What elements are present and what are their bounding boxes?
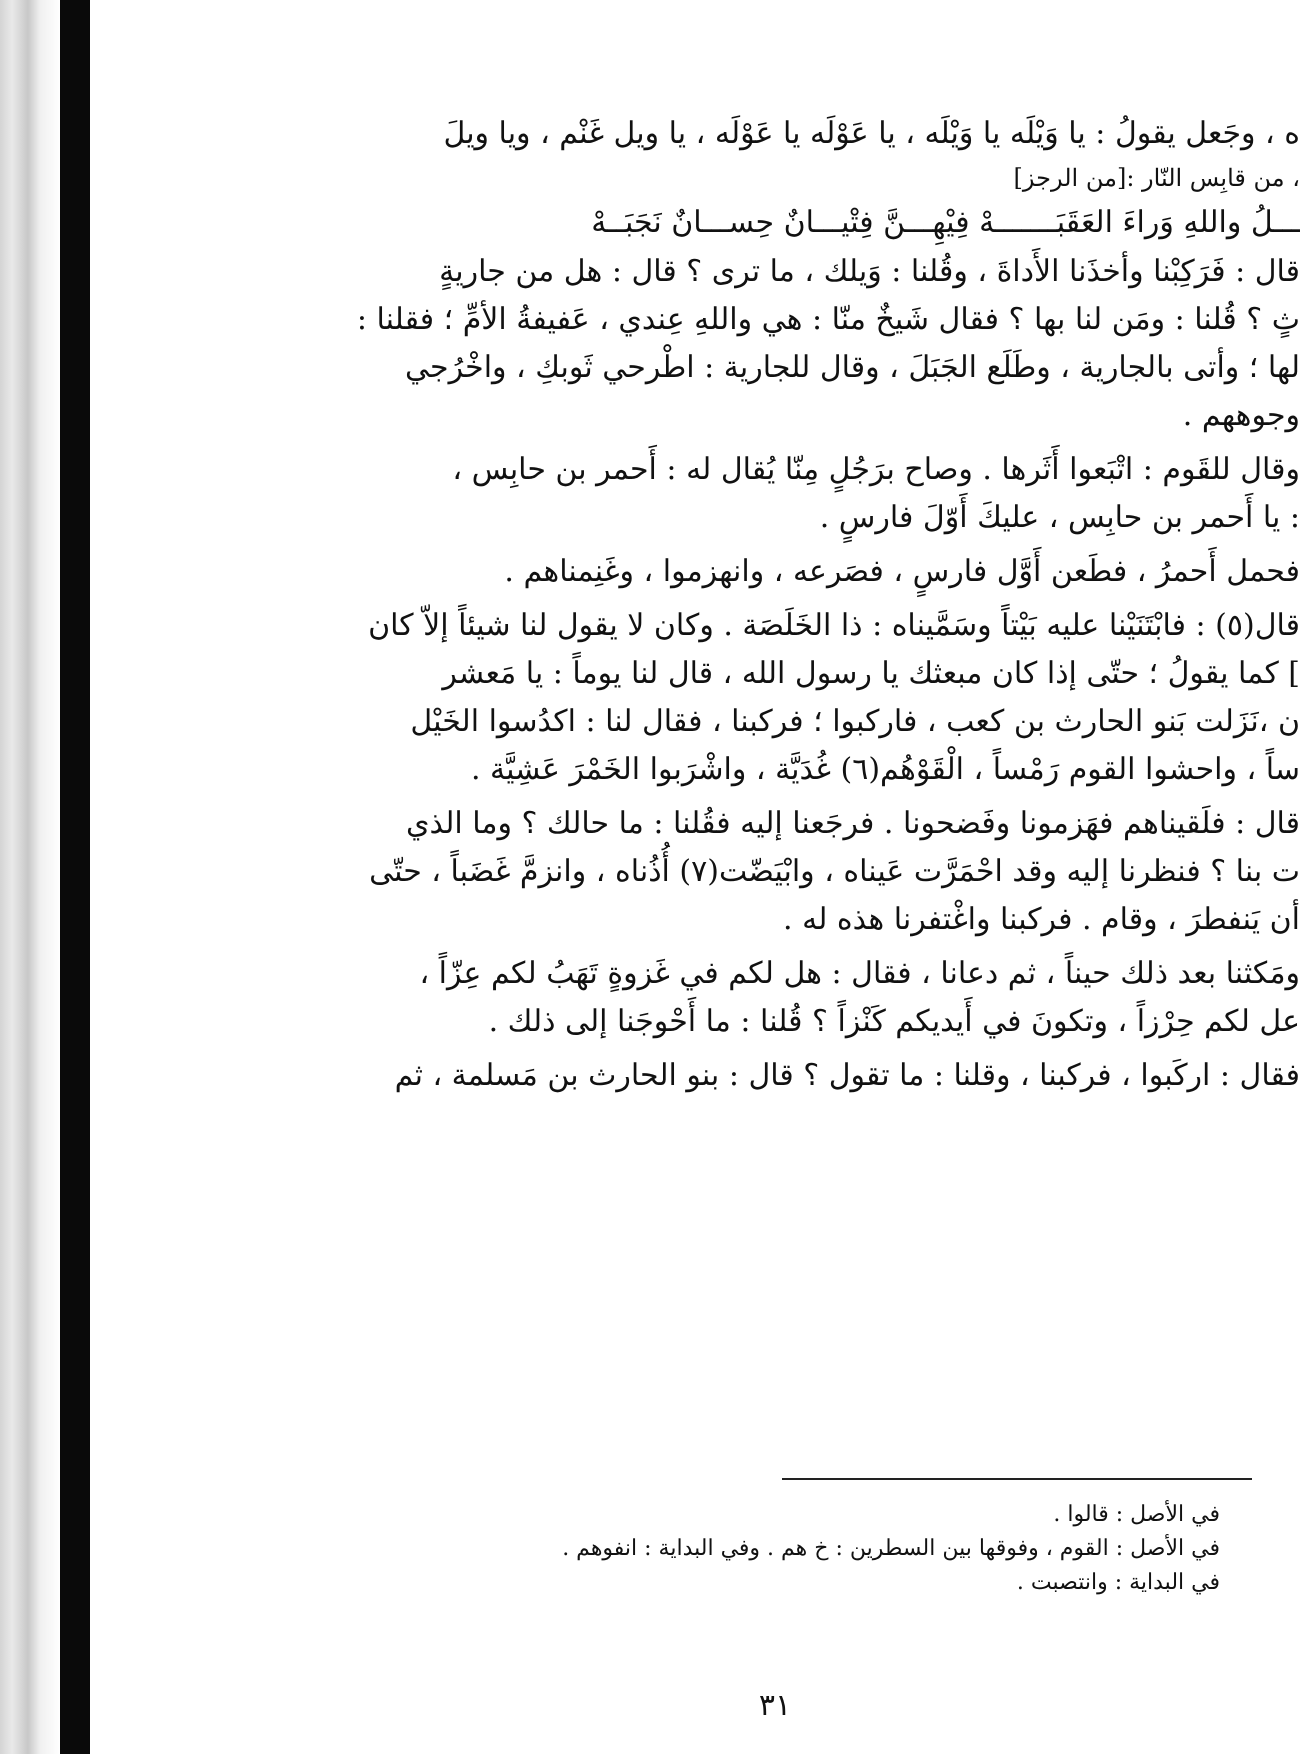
text-line: عل لكم حِرْزاً ، وتكونَ في أَيديكم كَنْزاً ؟ قُلنا : ما أَحْوجَنا إلى ذلك . xyxy=(488,1004,1300,1039)
text-line: أن يَنفطرَ ، وقام . فركبنا واغْتفرنا هذه له . xyxy=(783,902,1300,937)
text-line: ساً ، واحشوا القوم رَمْساً ، الْقَوْهُم(٦) غُدَيَّة ، واشْرَبوا الخَمْرَ عَشِيَّة . xyxy=(470,752,1300,787)
text-line: قال : فَرَكِبْنا وأخذَنا الأَداةَ ، وقُلنا : وَيلك ، ما ترى ؟ قال : هل من جاريةٍ xyxy=(439,254,1300,289)
text-line: : يا أَحمر بن حابِس ، عليكَ أَوّلَ فارسٍ . xyxy=(819,500,1300,535)
verse-line: ـــلُ واللهِ وَراءَ العَقَبَـــــــهْ فِيْهِـــنَّ فِتْيـــانٌ حِســـانٌ نَجَبَــهْ xyxy=(591,205,1300,240)
text-line: وجوههم . xyxy=(1182,398,1300,433)
text-line: ثٍ ؟ قُلنا : ومَن لنا بها ؟ فقال شَيخٌ منّا : هي واللهِ عِندي ، عَفيفةُ الأمِّ ؛ فقلنا : xyxy=(356,302,1300,337)
footnote: في البداية : وانتصبت . xyxy=(1016,1570,1220,1595)
text-line: قال : فلَقيناهم فهَزمونا وفَضحونا . فرجَعنا إليه فقُلنا : ما حالك ؟ وما الذي xyxy=(406,806,1300,841)
page xyxy=(100,0,1300,1754)
text-line: وقال للقَوم : اتْبَعوا أَثَرها . وصاح برَجُلٍ مِنّا يُقال له : أَحمر بن حابِس ، xyxy=(452,452,1300,487)
text-line: ] كما يقولُ ؛ حتّى إذا كان مبعثك يا رسول الله ، قال لنا يوماً : يا مَعشر xyxy=(442,656,1300,691)
binding-shadow xyxy=(60,0,90,1754)
text-line: قال(٥) : فابْتَنَيْنا عليه بَيْتاً وسَمَّيناه : ذا الخَلَصَة . وكان لا يقول لنا شيئاً إلاّ كان xyxy=(368,608,1300,643)
text-line: ، من قابِس النّار :[من الرجز] xyxy=(1013,164,1300,192)
main-text xyxy=(200,110,1300,1100)
scan-edge xyxy=(0,0,60,1754)
page-number: ٣١ xyxy=(758,1688,792,1723)
footnotes xyxy=(320,1498,1220,1600)
text-line: فقال : اركَبوا ، فركبنا ، وقلنا : ما تقول ؟ قال : بنو الحارث بن مَسلمة ، ثم xyxy=(394,1058,1300,1093)
footnote-divider xyxy=(782,1478,1252,1480)
text-line: ومَكثنا بعد ذلك حيناً ، ثم دعانا ، فقال : هل لكم في غَزوةٍ تَهَبُ لكم عِزّاً ، xyxy=(419,956,1300,991)
text-line: ه ، وجَعل يقولُ : يا وَيْلَه يا وَيْلَه ، يا عَوْلَه يا عَوْلَه ، يا ويل غَنْم ، ويا ويلَ xyxy=(443,116,1300,151)
footnote: في الأصل : قالوا . xyxy=(1053,1502,1220,1527)
footnote: في الأصل : القوم ، وفوقها بين السطرين : خ هم . وفي البداية : انفوهم . xyxy=(562,1536,1220,1561)
text-line: فحمل أَحمرُ ، فطَعن أَوَّل فارسٍ ، فصَرعه ، وانهزموا ، وغَنِمناهم . xyxy=(504,554,1300,589)
text-line: ن ،نَزَلت بَنو الحارث بن كعب ، فاركبوا ؛ فركبنا ، فقال لنا : اكدُسوا الخَيْل xyxy=(410,704,1300,739)
text-line: لها ؛ وأتى بالجارية ، وطَلَع الجَبَلَ ، وقال للجارية : اطْرحي ثَوبكِ ، واخْرُجي xyxy=(405,350,1300,385)
text-line: ت بنا ؟ فنظرنا إليه وقد احْمَرَّت عَيناه ، وابْيَضّت(٧) أُذُناه ، وانزمَّ غَضَباً ، حتّى xyxy=(369,854,1300,889)
